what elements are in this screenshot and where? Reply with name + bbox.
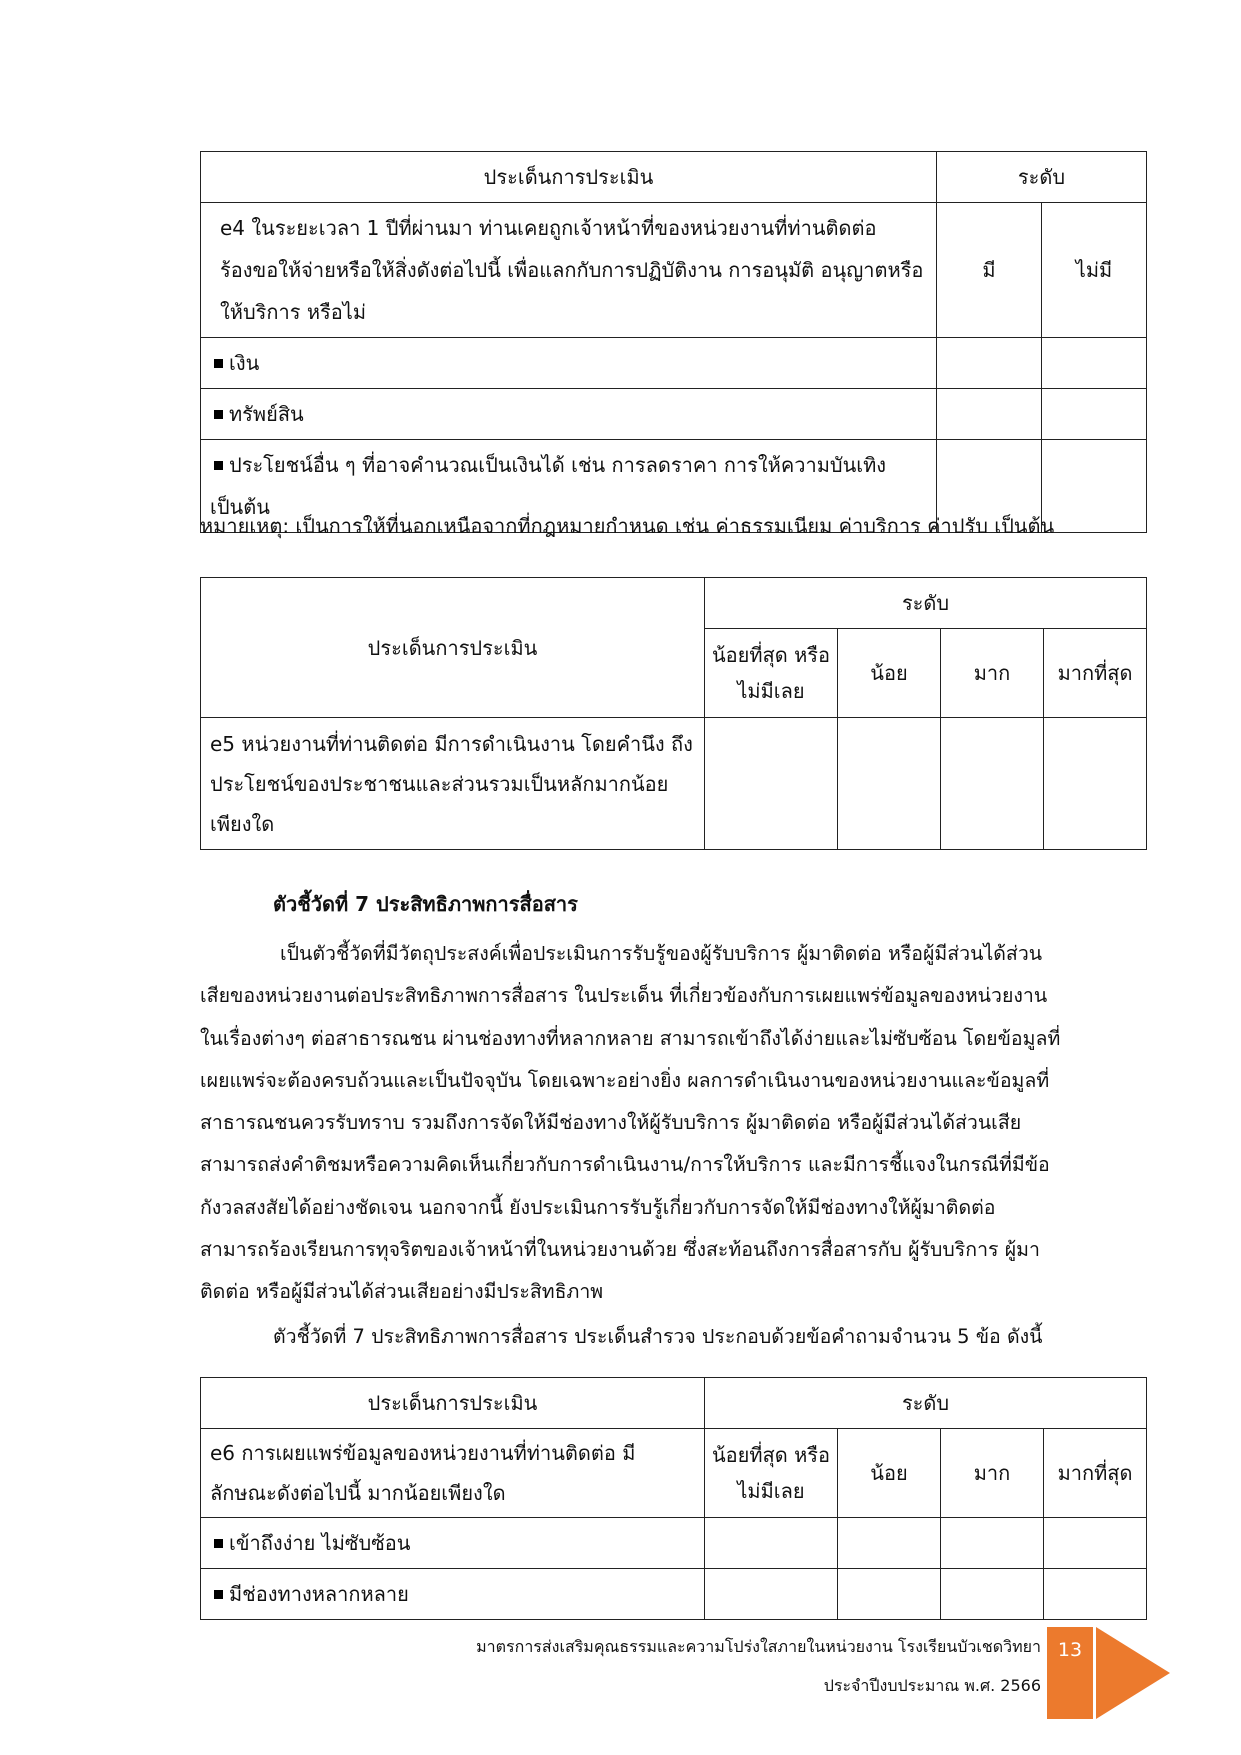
paragraph-line: เสียของหน่วยงานต่อประสิทธิภาพการสื่อสาร ในประเด็น ที่เกี่ยวข้องกับการเผยแพร่ข้อมูลของหน่วยงาน bbox=[200, 984, 1048, 1008]
table-e5 bbox=[200, 577, 1147, 850]
table-e6-cell bbox=[1044, 1569, 1147, 1620]
square-bullet-icon bbox=[214, 359, 223, 368]
table-e4-col-yes: มี bbox=[937, 203, 1042, 338]
table-e5-cell bbox=[941, 718, 1044, 850]
table-e5-question: e5 หน่วยงานที่ท่านติดต่อ มีการดำเนินงาน โดยคำนึง ถึงประโยชน์ของประชาชนและส่วนรวมเป็นหลักมากน้อย เพียงใด bbox=[201, 718, 705, 850]
table-e6-level-high: มาก bbox=[941, 1429, 1044, 1518]
table-e6-cell bbox=[705, 1569, 838, 1620]
table-e6-cell bbox=[1044, 1518, 1147, 1569]
table-e4-item-label: เงิน bbox=[229, 351, 260, 375]
table-e6-level-most: มากที่สุด bbox=[1044, 1429, 1147, 1518]
square-bullet-icon bbox=[214, 461, 223, 470]
table-e6-cell bbox=[838, 1569, 941, 1620]
table-e6-level-low: น้อย bbox=[838, 1429, 941, 1518]
table-e6-item-label: มีช่องทางหลากหลาย bbox=[229, 1582, 409, 1606]
table-e4-cell-no bbox=[1042, 389, 1147, 440]
table-e6-header-topic: ประเด็นการประเมิน bbox=[201, 1378, 705, 1429]
table-e4-cell-yes bbox=[937, 338, 1042, 389]
footer-title: มาตรการส่งเสริมคุณธรรมและความโปร่งใสภายในหน่วยงาน โรงเรียนบัวเชดวิทยา bbox=[476, 1637, 1041, 1656]
table-e4-header-level: ระดับ bbox=[937, 152, 1147, 203]
table-e4-question-text: e4 ในระยะเวลา 1 ปีที่ผ่านมา ท่านเคยถูกเจ้าหน้าที่ของหน่วยงานที่ท่านติดต่อ ร้องขอให้จ่ายหรือให้สิ่งดังต่อไปนี้ เพื่อแลกกับการปฏิบัติงาน การอนุมัติ อนุญาตหรือ ให้บริการ หรือไม่ bbox=[220, 216, 924, 324]
paragraph-line: กังวลสงสัยได้อย่างชัดเจน นอกจากนี้ ยังประเมินการรับรู้เกี่ยวกับการจัดให้มีช่องทางให้ผู้มาติดต่อ bbox=[200, 1195, 996, 1219]
paragraph-line: ติดต่อ หรือผู้มีส่วนได้ส่วนเสียอย่างมีประสิทธิภาพ bbox=[200, 1280, 604, 1304]
table-e6-item-label: เข้าถึงง่าย ไม่ซับซ้อน bbox=[229, 1531, 411, 1555]
table-e5-cell bbox=[705, 718, 838, 850]
square-bullet-icon bbox=[214, 410, 223, 419]
paragraph-line: ในเรื่องต่างๆ ต่อสาธารณชน ผ่านช่องทางที่หลากหลาย สามารถเข้าถึงได้ง่ายและไม่ซับซ้อน โดยข้อมูลที่ bbox=[200, 1026, 1061, 1050]
table-e4 bbox=[200, 151, 1147, 533]
paragraph-line: สามารถส่งคำติชมหรือความคิดเห็นเกี่ยวกับการดำเนินงาน/การให้บริการ และมีการชี้แจงในกรณีที่มีข้อ bbox=[200, 1153, 1050, 1177]
paragraph-line: เผยแพร่จะต้องครบถ้วนและเป็นปัจจุบัน โดยเฉพาะอย่างยิ่ง ผลการดำเนินงานของหน่วยงานและข้อมูลที่ bbox=[200, 1068, 1050, 1092]
table-e6-cell bbox=[941, 1569, 1044, 1620]
table-e6 bbox=[200, 1377, 1147, 1620]
paragraph-line: สาธารณชนควรรับทราบ รวมถึงการจัดให้มีช่องทางให้ผู้รับบริการ ผู้มาติดต่อ หรือผู้มีส่วนได้ส่วนเสีย bbox=[200, 1111, 1022, 1135]
table-e5-header-level: ระดับ bbox=[705, 578, 1147, 629]
page-number-badge bbox=[1047, 1627, 1093, 1719]
paragraph-line: สามารถร้องเรียนการทุจริตของเจ้าหน้าที่ในหน่วยงานด้วย ซึ่งสะท้อนถึงการสื่อสารกับ ผู้รับบริการ ผู้มา bbox=[200, 1238, 1040, 1262]
table-e6-level-least: น้อยที่สุด หรือไม่มีเลย bbox=[705, 1429, 838, 1518]
table-e4-cell-yes bbox=[937, 389, 1042, 440]
table-e4-cell-no bbox=[1042, 440, 1147, 533]
paragraph-line: เป็นตัวชี้วัดที่มีวัตถุประสงค์เพื่อประเมินการรับรู้ของผู้รับบริการ ผู้มาติดต่อ หรือผู้มีส่วนได้ส่วน bbox=[280, 942, 1043, 965]
table-e5-cell bbox=[1044, 718, 1147, 850]
table-e4-item-label: ทรัพย์สิน bbox=[229, 402, 304, 426]
table-e4-item-label: ประโยชน์อื่น ๆ ที่อาจคำนวณเป็นเงินได้ เช่น การลดราคา การให้ความบันเทิง เป็นต้น bbox=[210, 453, 887, 519]
table-e5-level-least: น้อยที่สุด หรือไม่มีเลย bbox=[705, 629, 838, 718]
table-e5-header-topic: ประเด็นการประเมิน bbox=[201, 578, 705, 718]
table-e4-item bbox=[201, 338, 937, 389]
table-e5-level-most: มากที่สุด bbox=[1044, 629, 1147, 718]
table-e4-col-no: ไม่มี bbox=[1042, 203, 1147, 338]
arrow-right-icon bbox=[1096, 1627, 1170, 1719]
table-e6-question: e6 การเผยแพร่ข้อมูลของหน่วยงานที่ท่านติดต่อ มีลักษณะดังต่อไปนี้ มากน้อยเพียงใด bbox=[201, 1429, 705, 1518]
section-summary: ตัวชี้วัดที่ 7 ประสิทธิภาพการสื่อสาร ประเด็นสำรวจ ประกอบด้วยข้อคำถามจำนวน 5 ข้อ ดังนี้ bbox=[273, 1325, 1043, 1348]
table-e4-question bbox=[201, 203, 937, 338]
table-e6-cell bbox=[838, 1518, 941, 1569]
table-e6-cell bbox=[941, 1518, 1044, 1569]
table-e5-level-low: น้อย bbox=[838, 629, 941, 718]
table-e6-header-level: ระดับ bbox=[705, 1378, 1147, 1429]
square-bullet-icon bbox=[214, 1539, 223, 1548]
note-text: หมายเหตุ: เป็นการให้ที่นอกเหนือจากที่กฎหมายกำหนด เช่น ค่าธรรมเนียม ค่าบริการ ค่าปรับ เป็นต้น bbox=[200, 514, 1055, 538]
section-paragraph bbox=[200, 933, 1100, 1314]
table-e6-cell bbox=[705, 1518, 838, 1569]
square-bullet-icon bbox=[214, 1590, 223, 1599]
page-number: 13 bbox=[1057, 1639, 1083, 1661]
table-e6-item bbox=[201, 1518, 705, 1569]
table-e6-item bbox=[201, 1569, 705, 1620]
footer-fiscal-year: ประจำปีงบประมาณ พ.ศ. 2566 bbox=[823, 1676, 1041, 1695]
table-e4-item bbox=[201, 389, 937, 440]
section-heading: ตัวชี้วัดที่ 7 ประสิทธิภาพการสื่อสาร bbox=[273, 892, 578, 916]
table-e4-cell-no bbox=[1042, 338, 1147, 389]
table-e5-level-high: มาก bbox=[941, 629, 1044, 718]
table-e5-cell bbox=[838, 718, 941, 850]
table-e4-header-topic: ประเด็นการประเมิน bbox=[201, 152, 937, 203]
